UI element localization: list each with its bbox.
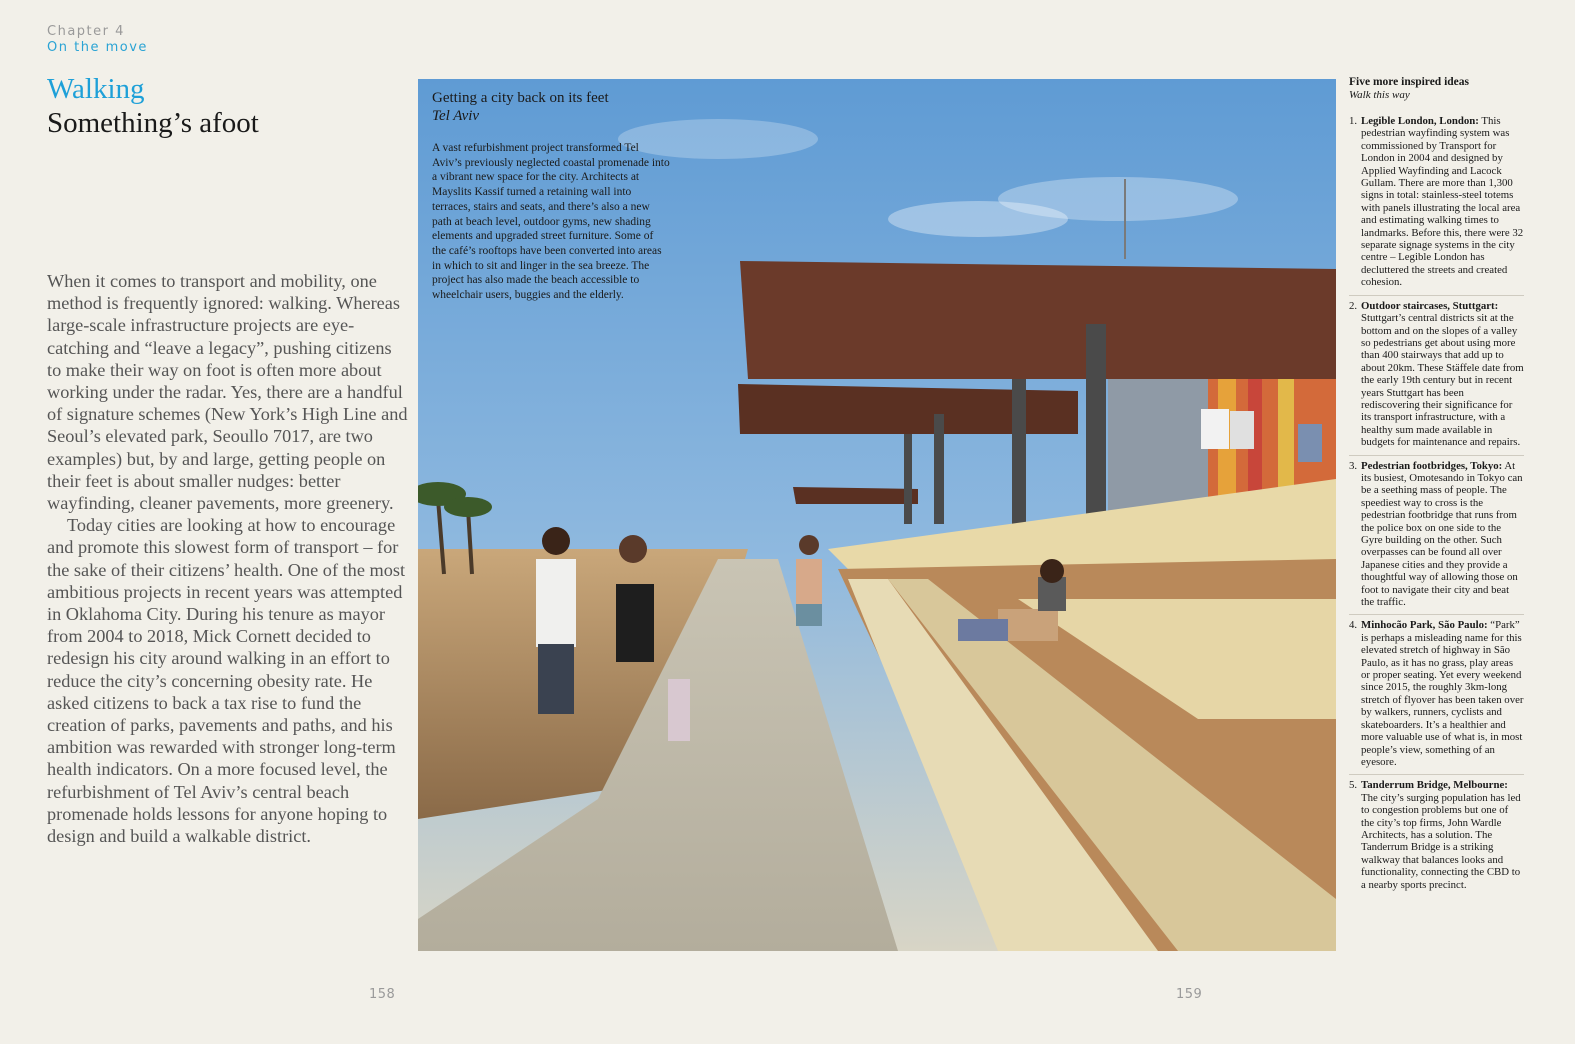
promenade-photo (418, 79, 1336, 951)
idea-number: 2. (1349, 299, 1358, 312)
ideas-list (1349, 115, 1524, 897)
idea-item (1349, 460, 1524, 616)
section-title: Walking (47, 73, 145, 105)
idea-number: 3. (1349, 459, 1358, 472)
page-number-right: 159 (1176, 987, 1203, 1002)
page-number-left: 158 (369, 987, 396, 1002)
idea-number: 5. (1349, 779, 1358, 792)
idea-item (1349, 115, 1524, 296)
body-text (47, 270, 409, 847)
photo-caption (432, 89, 670, 303)
idea-text: At its busiest, Omotesando in Tokyo can be a seething mass of people. The speediest way to cross is the pedestrian footbridge that runs from the police box on one side to the Gyre building on the other. Such overpasses can be found all over Japanese cities and they provide a thoughtful way of allowing those on foot to navigate their city and beat the traffic. (1361, 459, 1523, 609)
idea-text: This pedestrian wayfinding system was commissioned by Transport for London in 2004 and designed by Applied Wayfinding and Lacock Gullam. There are more than 1,300 signs in total: stainless-steel totems with panels illustrating the local area and estimating walking times to landmarks. Before this, there were 32 separate signage systems in the city centre – Legible London has decluttered the streets and created cohesion. (1361, 115, 1524, 289)
idea-number: 4. (1349, 619, 1358, 632)
idea-title: Minhocão Park, São Paulo: (1361, 619, 1488, 632)
idea-item (1349, 619, 1524, 775)
chapter-name: On the move (47, 40, 148, 55)
chapter-label (47, 24, 148, 56)
caption-text: A vast refurbishment project transformed Tel Aviv’s previously neglected coastal promenade into a vibrant new space for the city. Architects at Mayslits Kassif turned a retaining wall into terraces, stairs and seats, and there’s also a new path at beach level, outdoor gyms, new shading elements and upgraded street furniture. Some of the café’s rooftops have been converted into areas in which to sit and linger in the sea breeze. The project has also made the beach accessible to wheelchair users, buggies and the elderly. (432, 142, 670, 302)
idea-item (1349, 300, 1524, 456)
idea-title: Pedestrian footbridges, Tokyo: (1361, 459, 1503, 472)
idea-text: The city’s surging population has led to congestion problems but one of the city’s top firms, John Wardle Architects, has a solution. The Tanderrum Bridge is a striking walkway that balances looks and functionality, connecting the CBD to a nearby sports precinct. (1361, 791, 1521, 891)
idea-title: Outdoor staircases, Stuttgart: (1361, 299, 1499, 312)
sidebar-title: Five more inspired ideas (1349, 76, 1470, 88)
sidebar-subtitle: Walk this way (1349, 89, 1410, 101)
idea-text: Stuttgart’s central districts sit at the bottom and on the slopes of a valley so pedestrians get about using more than 400 stairways that add up to about 20km. These Stäffele date from the early 19th century but in recent years Stuttgart has been rediscovering their significance for its transport infrastructure, with a healthy sum made available in budgets for maintenance and repairs. (1361, 312, 1524, 449)
idea-title: Legible London, London: (1361, 115, 1479, 127)
caption-title: Getting a city back on its feet (432, 90, 609, 106)
section-subtitle: Something’s afoot (47, 107, 259, 139)
body-paragraph: Today cities are looking at how to encourage and promote this slowest form of transport – for the sake of their citizens’ health. One of the most ambitious projects in recent years was attempted in Oklahoma City. During his tenure as mayor from 2004 to 2018, Mick Cornett decided to redesign his city around walking in an effort to reduce the city’s concerning obesity rate. He asked citizens to back a tax rise to fund the creation of parks, pavements and paths, and his ambition was rewarded with stronger long-term health indicators. On a more focused level, the refurbishment of Tel Aviv’s central beach promenade holds lessons for anyone hoping to design and build a walkable district. (47, 515, 406, 847)
caption-location: Tel Aviv (432, 108, 480, 124)
idea-number: 1. (1349, 115, 1358, 127)
page-heading (47, 72, 259, 140)
body-paragraph: When it comes to transport and mobility, one method is frequently ignored: walking. Whereas large-scale infrastructure projects are eye-catching and “leave a legacy”, pushing citizens to make their way on foot is often more about working under the radar. Yes, there are a handful of signature schemes (New York’s High Line and Seoul’s elevated park, Seoullo 7017, are two examples) but, by and large, getting people on their feet is about smaller nudges: better wayfinding, cleaner pavements, more greenery. (47, 271, 408, 514)
idea-title: Tanderrum Bridge, Melbourne: (1361, 779, 1508, 792)
chapter-number: Chapter 4 (47, 24, 125, 39)
idea-item (1349, 779, 1524, 897)
sidebar-ideas (1349, 76, 1524, 901)
idea-text: “Park” is perhaps a misleading name for this elevated stretch of highway in São Paulo, as it has no grass, play areas or proper seating. Yet every weekend since 2015, the roughly 3km-long stretch of flyover has been taken over by walkers, runners, cyclists and skateboarders. It’s a healthier and more valuable use of what is, in most people’s view, something of an eyesore. (1361, 619, 1524, 768)
